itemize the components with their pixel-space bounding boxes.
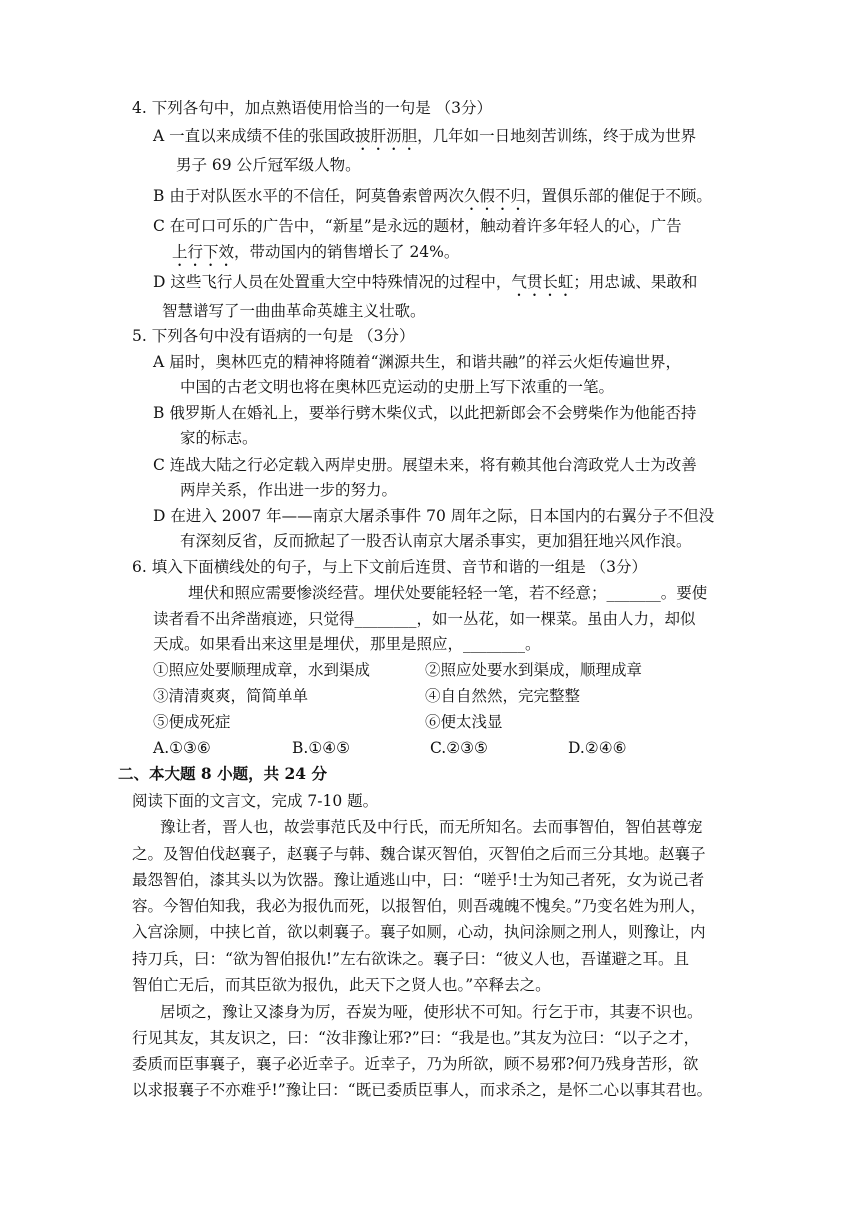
q5-option-d-line2: 有深刻反省，反而掀起了一股否认南京大屠杀事实，更加猖狂地兴风作浪。 — [180, 532, 692, 550]
q6-passage-line2: 读者看不出斧凿痕迹，只觉得________，如一丛花，如一棵菜。虽由人力，却似 — [153, 610, 696, 628]
q4-option-a-line2: 男子 69 公斤冠军级人物。 — [176, 156, 361, 174]
q4-stem: 4. 下列各句中，加点熟语使用恰当的一句是 （3分） — [132, 99, 493, 117]
q4-d-text-post: ；用忠诚、果敢和 — [573, 273, 698, 291]
q6-choice-d: D.②④⑥ — [568, 739, 627, 757]
q6-choice-a: A.①③⑥ — [153, 739, 211, 757]
section2-heading: 二、本大题 8 小题，共 24 分 — [118, 764, 327, 783]
q6-choice-c: C.②③⑤ — [430, 739, 488, 757]
passage-line: 居顷之，豫让又漆身为厉，吞炭为哑，使形状不可知。行乞于市，其妻不识也。 — [160, 1003, 703, 1021]
q4-option-c-line2 — [172, 242, 459, 270]
q4-option-d-line1 — [153, 272, 697, 300]
passage-line: 以求报襄子不亦难乎!”豫让曰：“既已委质臣事人，而求杀之，是怀二心以事其君也。 — [132, 1081, 713, 1099]
q6-item-1: ①照应处要顺理成章，水到渠成 — [153, 661, 371, 679]
passage-line: 智伯亡无后，而其臣欲为报仇，此天下之贤人也。”卒释去之。 — [132, 976, 551, 994]
q5-option-a-line1: A 届时，奥林匹克的精神将随着“渊源共生，和谐共融”的祥云火炬传遍世界， — [153, 353, 681, 371]
passage-line: 入宫涂厕，中挟匕首，欲以刺襄子。襄子如厕，心动，执问涂厕之刑人，则豫让，内 — [132, 923, 706, 941]
q5-option-c-line1: C 连战大陆之行必定载入两岸史册。展望未来，将有赖其他台湾政党人士为改善 — [153, 456, 697, 474]
q5-stem: 5. 下列各句中没有语病的一句是 （3分） — [132, 327, 415, 345]
q4-b-text: B 由于对队医水平的不信任，阿莫鲁索曾两次 — [153, 187, 464, 205]
q4-option-c-line1: C 在可口可乐的广告中，“新星”是永远的题材，触动着许多年轻人的心，广告 — [153, 217, 682, 235]
q6-item-5: ⑤便成死症 — [153, 713, 231, 731]
section2-instruction: 阅读下面的文言文，完成 7-10 题。 — [132, 792, 379, 810]
q6-item-4: ④自自然然，完完整整 — [425, 687, 581, 705]
q5-option-b-line2: 家的标志。 — [180, 429, 258, 447]
q4-a-text: A 一直以来成绩不佳的张国政 — [153, 127, 356, 145]
q5-option-c-line2: 两岸关系，作出进一步的努力。 — [180, 481, 398, 499]
passage-line: 容。今智伯知我，我必为报仇而死，以报智伯，则吾魂魄不愧矣。”乃变名姓为刑人， — [132, 897, 706, 915]
q4-d-dotted-idiom: 气贯长虹 — [511, 273, 574, 291]
q5-option-b-line1: B 俄罗斯人在婚礼上，要举行劈木柴仪式，以此把新郎会不会劈柴作为他能否持 — [153, 404, 697, 422]
q6-item-6: ⑥便太浅显 — [425, 713, 503, 731]
q5-option-d-line1: D 在进入 2007 年——南京大屠杀事件 70 周年之际，日本国内的右翼分子不但没 — [153, 507, 715, 525]
q6-stem: 6. 填入下面横线处的句子，与上下文前后连贯、音节和谐的一组是 （3分） — [132, 558, 648, 576]
passage-line: 之。及智伯伐赵襄子，赵襄子与韩、魏合谋灭智伯，灭智伯之后而三分其地。赵襄子 — [132, 845, 706, 863]
q6-passage-line3: 天成。如果看出来这里是埋伏，那里是照应，________。 — [153, 635, 541, 653]
q4-option-a-line1 — [153, 126, 696, 154]
q6-item-2: ②照应处要水到渠成，顺理成章 — [425, 661, 643, 679]
q6-choice-b: B.①④⑤ — [292, 739, 351, 757]
q4-c-text-post: ，带动国内的销售增长了 24%。 — [234, 243, 460, 261]
q5-option-a-line2: 中国的古老文明也将在奥林匹克运动的史册上写下浓重的一笔。 — [180, 378, 615, 396]
q4-b-dotted-idiom: 久假不归 — [463, 187, 526, 205]
q4-b-text-post: ，置俱乐部的催促于不顾。 — [525, 187, 712, 205]
passage-line: 委质而臣事襄子，襄子必近幸子。近幸子，乃为所欲，顾不易邪?何乃残身苦形，欲 — [132, 1055, 699, 1073]
q4-d-text: D 这些飞行人员在处置重大空中特殊情况的过程中， — [153, 273, 512, 291]
passage-line: 行见其友，其友识之，曰：“汝非豫让邪?”曰：“我是也。”其友为泣曰：“以子之才， — [132, 1029, 700, 1047]
q4-c-dotted-idiom: 上行下效 — [172, 243, 235, 261]
passage-line: 持刀兵，曰：“欲为智伯报仇!”左右欲诛之。襄子曰：“彼义人也，吾谨避之耳。且 — [132, 950, 690, 968]
q6-item-3: ③清清爽爽，简简单单 — [153, 687, 309, 705]
q4-option-d-line2: 智慧谱写了一曲曲革命英雄主义壮歌。 — [162, 302, 426, 320]
q4-a-dotted-idiom: 披肝沥胆 — [355, 127, 418, 145]
q4-option-b — [153, 186, 712, 214]
passage-line: 豫让者，晋人也，故尝事范氏及中行氏，而无所知名。去而事智伯，智伯甚尊宠 — [160, 818, 703, 836]
q6-passage-line1: 埋伏和照应需要惨淡经营。埋伏处要能轻轻一笔，若不经意；_______。要使 — [188, 584, 708, 602]
q4-a-text-post: ，几年如一日地刻苦训练，终于成为世界 — [417, 127, 697, 145]
passage-line: 最怨智伯，漆其头以为饮器。豫让遁逃山中，曰：“嗟乎!士为知己者死，女为说己者 — [132, 871, 705, 889]
